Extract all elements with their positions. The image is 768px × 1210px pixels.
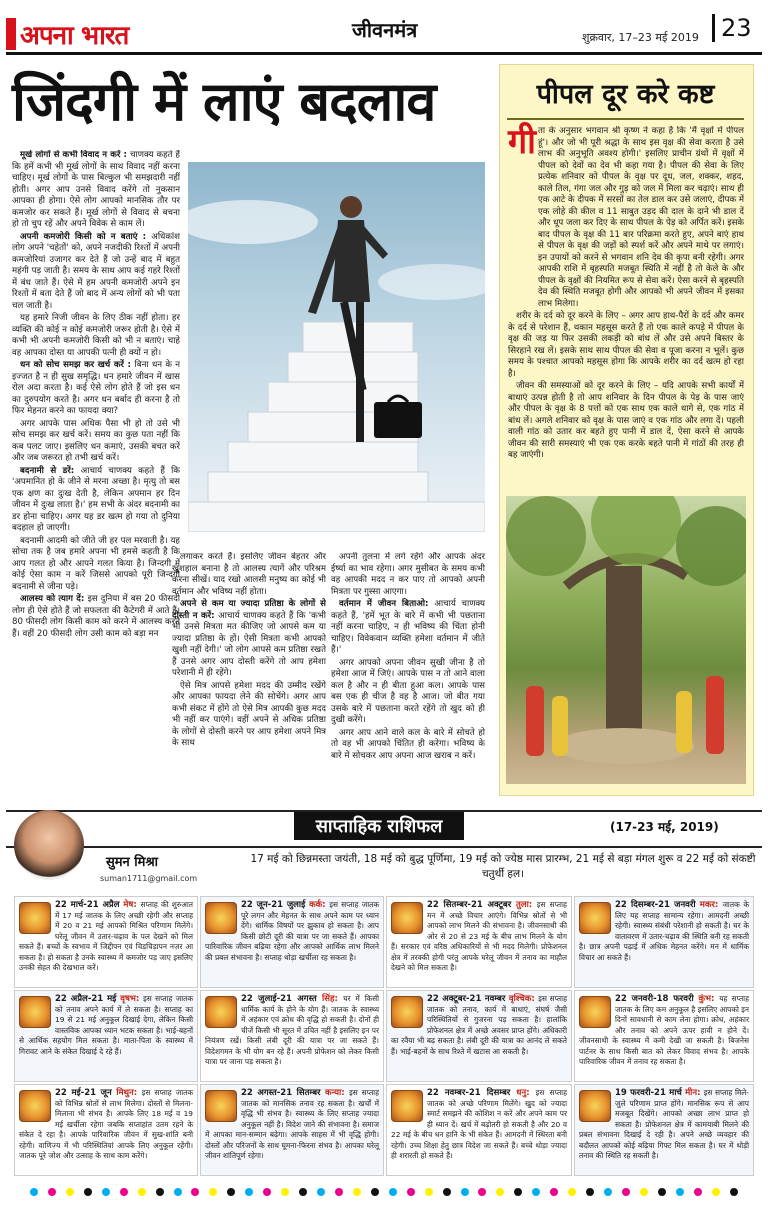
paragraph-lead: वर्तमान में जीवन बिताओ: (339, 599, 435, 609)
rashi-name: मेष: (123, 900, 141, 910)
registration-dot (586, 1188, 594, 1196)
paragraph-body: अगर आपको अपना जीवन सुखी जीना है तो हमेशा आज में जिएं। आपके पास न तो आने वाला कल है और न ही बीता हुआ कल। आपके पास बस एक ही चीज है वह है आज। जो बीत गया उसके बारे में पछताना करते रहेंगे तो खुद को ही दुखी करेंगे। (331, 657, 485, 725)
registration-dot (209, 1188, 217, 1196)
main-headline: जिंदगी में लाएं बदलाव (12, 69, 436, 133)
registration-dot (389, 1188, 397, 1196)
registration-dot (353, 1188, 361, 1196)
article-paragraph (331, 658, 485, 727)
registration-dot (299, 1188, 307, 1196)
rashi-card-body (19, 1088, 193, 1162)
article-paragraph (172, 552, 326, 598)
registration-dot (138, 1188, 146, 1196)
sidebar-title: पीपल दूर करे कष्ट (536, 78, 715, 110)
rashi-card-body (205, 900, 379, 963)
registration-dot (658, 1188, 666, 1196)
registration-dot (514, 1188, 522, 1196)
rashi-prediction: सप्ताह की शुरुआत में 17 मई जातक के लिए अच्छी रहेगी और सप्ताह में 20 व 21 मई आपको मिश्रित परिणाम मिलेंगे। घरेलू जीवन में उतार-चढ़ाव के पल देखने को मिल सकते हैं। बच्चों के स्वभाव में जिद्दीपन एवं चिड़चिड़ापन नज़र आ सकता है। हो सकता है उनके स्वास्थ्य में कमजोर पड़ जाए इसलिए उनकी सेहत की देखभाल करें। (19, 900, 193, 972)
paragraph-body: चाणक्य कहते हैं कि हमें कभी भी मूर्ख लोगों के साथ विवाद नहीं करना चाहिए। मूर्ख लोगों के पास बिल्कुल भी समझदारी नहीं होती। अगर आप उनसे विवाद करेंगे तो नुकसान आपका ही होगा। ऐसे लोग आपको मानसिक तौर पर कमजोर कर सकते हैं। मूर्ख लोगों से विवाद से बचना हो तो चुप रहें और अपने विवेक से काम लें। (12, 150, 180, 229)
rashi-date-range: 22 जुलाई-21 अगस्त (241, 994, 323, 1004)
zodiac-sign-icon (391, 902, 423, 934)
rashifal-title: साप्ताहिक राशिफल (294, 812, 464, 840)
rashi-prediction: जातक के लिए यह सप्ताह सामान्य रहेगा। आमदनी अच्छी रहेगी। स्वास्थ्य संबंधी परेशानी हो सकती है। घर के वातावरण में उतार-चढ़ाव की स्थिति बनी रह सकती है। छात्र अपनी पढ़ाई में अधिक मेहनत करेंगे। मन में धार्मिक विचार आ सकते हैं। (579, 900, 750, 962)
rashi-card (386, 1084, 572, 1176)
rashi-date-range: 22 सितम्बर-21 अक्टूबर (427, 900, 516, 910)
rashi-date-range: 22 जून-21 जुलाई (241, 900, 310, 910)
printer-color-bar (30, 1188, 738, 1198)
rashi-prediction: यह सप्ताह जातक के लिए कम अनुकूल है इसलिए आपको इन दिनों सावधानी से काम लेना होगा। क्रोध, अहंकार और तनाव को अपने ऊपर हावी न होने दें। जीवनसाथी के स्वास्थ्य में कमी देखी जा सकती है। बिजनेस पार्टनर के साथ किसी बात को लेकर विवाद संभव है। आपके पारिवारिक जीवन में तनाव रह सकता है। (579, 994, 749, 1066)
article-paragraph (172, 681, 326, 750)
rashi-date-range: 22 अगस्त-21 सितम्बर (241, 1088, 326, 1098)
rashi-card (14, 990, 198, 1082)
zodiac-sign-icon (19, 996, 51, 1028)
paragraph-lead: बदनामी से डरें: (20, 465, 81, 476)
registration-dot (191, 1188, 199, 1196)
rashi-card-body (391, 994, 567, 1057)
rashi-card-body (579, 900, 749, 963)
registration-dot (712, 1188, 720, 1196)
registration-dot (604, 1188, 612, 1196)
rashi-date-range: 22 जनवरी-18 फरवरी (615, 994, 699, 1004)
paragraph-body: बिना धन के न इज्जत है न ही सुख समृद्धि। धन हमारे जीवन में खास रोल अदा करता है। कई ऐसे लोग होते हैं जो इस धन का दुरुपयोग करते है। अगर धन बर्बाद ही करना है तो फिर मेहनत करने का फायदा क्या? (12, 360, 180, 416)
rashi-card (574, 896, 754, 988)
registration-dot (443, 1188, 451, 1196)
rashi-date-range: 22 नवम्बर-21 दिसम्बर (427, 1088, 517, 1098)
rashi-name: मिथुन: (116, 1088, 142, 1098)
rashi-name: सिंह: (322, 994, 344, 1004)
dateline: शुक्रवार, 17–23 मई 2019 (582, 31, 699, 44)
rashi-prediction: घर में किसी धार्मिक कार्य के होने के योग हैं। जातक के स्वास्थ्य में अहंकार एवं क्रोध की वृद्धि हो सकती है। दोनों ही चीजें किसी भी सूरत में उचित नहीं है इसलिए इन पर नियंत्रण रखें। किसी लंबी दूरी की यात्रा पर जा सकते हैं। विदेशगमन के भी योग बन रहे हैं। अपनी प्रोफेशन को लेकर किसी यात्रा पर जाना पड़ सकता है। (205, 994, 379, 1066)
rashi-card-body (391, 900, 567, 974)
rashi-card (14, 1084, 198, 1176)
astrologer-name: सुमन मिश्रा (106, 855, 159, 870)
paragraph-lead: अपनी कमजोरी किसी को न बताएं : (20, 231, 152, 242)
masthead-red-bar (6, 18, 16, 50)
rashi-card-body (19, 900, 193, 974)
rashi-date-range: 22 मई-21 जून (55, 1088, 117, 1098)
paragraph-body: आचार्य चाणक्य कहते हैं कि 'कभी भी उनसे मित्रता मत कीजिए जो आपसे कम या ज्यादा प्रतिष्ठा के हों। ऐसी मित्रता कभी आपको खुशी नहीं देगी।' जो लोग आपसे कम प्रतिष्ठा रखते हैं उनसे अगर आप दोस्ती करेंगे तो आप हमेशा परेशानी में ही रहेंगे। (172, 610, 326, 678)
astrologer-avatar (14, 810, 84, 880)
registration-dot (622, 1188, 630, 1196)
sidebar-paragraph: जीवन की समस्याओं को दूर करने के लिए – यदि आपके सभी कार्यों में बाधाएं उत्पन्न होती है तो आप शनिवार के दिन पीपल के पेड़ के पास जाएं और पीपल के वृक्ष के 8 पत्तों को एक साथ एक काले धागे से, एक गांठ में बांध लें। अगले शनिवार को वृक्ष के पास जाएं व एक गांठ और लगा दें। पहली वाली गांठ को उतार कर बहते हुए पानी में डाल दें, ऐसा करने से आपके जीवन की सारी समस्याएं भी एक एक करके बहते पानी में गांठों की तरह ही बह जाएंगी। (508, 381, 744, 460)
paragraph-body: अगर आपके पास अधिक पैसा भी हो तो उसे भी सोच समझ कर खर्च करें। समय का कुछ पता नहीं कि कब पलट जाए। इसलिए धन कमाएं, उसकी बचत करें और जब जरूरत हो तभी खर्च करें। (12, 418, 180, 463)
section-title: जीवनमंत्र (352, 18, 418, 42)
rashi-name: वृश्चिक: (508, 994, 539, 1004)
sidebar-dropcap: गी (508, 122, 536, 162)
top-rule (6, 52, 762, 55)
sidebar-rule (507, 118, 744, 120)
astrologer-email: suman1711@gmail.com (100, 874, 198, 883)
paragraph-body: बदनामी आदमी को जीते जी हर पल मरवाती है। यह सोचा तक है जब हमारे अपना भी हमसे कहती है कि आप गलत हो और आपने गलत किया है। जिन्दगी में कोई ऐसा काम न करें जिससे आपको पूरी जिन्दगी बदनामी से जीना पड़े। (12, 535, 180, 592)
paragraph-lead: धन को सोच समझ कर खर्च करें : (20, 360, 135, 370)
registration-dot (245, 1188, 253, 1196)
article-column-1 (12, 150, 180, 805)
registration-dot (568, 1188, 576, 1196)
registration-dot (335, 1188, 343, 1196)
rashi-card-body (579, 994, 749, 1068)
rashi-card (386, 896, 572, 988)
registration-dot (48, 1188, 56, 1196)
paragraph-body: अधिकांश लोग अपने 'चहेतों' को, अपने नजदीकी रिश्तों में अपनी कमजोरियां उजागर कर देते हैं जो उन्हें बाद में बहुत महंगी पड़ जाती है। समय के साथ आप कई गहरे रिश्तों में बंध जाते हैं। ऐसे में हम अपनी कमजोरी अपने इन रिश्तों में बता देते हैं जो बाद में अन्य लोगों को भी पता चल जाती है। (12, 231, 180, 311)
registration-dot (371, 1188, 379, 1196)
registration-dot (263, 1188, 271, 1196)
paragraph-body: आचार्य चाणक्य कहते हैं, 'हमें भूत के बारे में कभी भी पछताना नहीं करना चाहिए, न ही भविष्य की चिंता होनी चाहिए। विवेकवान व्यक्ति हमेशा वर्तमान में जीते हैं।' (331, 599, 485, 655)
rashi-name: कर्क: (309, 900, 330, 910)
article-paragraph (12, 360, 180, 418)
zodiac-sign-icon (19, 1090, 51, 1122)
zodiac-sign-icon (205, 1090, 237, 1122)
rashi-name: तुला: (515, 900, 537, 910)
registration-dot (478, 1188, 486, 1196)
rashi-card (200, 1084, 384, 1176)
rashi-card (574, 1084, 754, 1176)
registration-dot (461, 1188, 469, 1196)
rashi-prediction: इस सप्ताह मन में अच्छे विचार आएंगे। विभिन्न स्रोतों से भी आपको लाभ मिलने की संभावना है। जीवनसाथी की ओर से 20 से 23 मई के बीच लाभ मिलने के योग हैं। सरकार एवं वरिष्ठ अधिकारियों से भी मदद मिलेगी। प्रोफेशनल क्षेत्र में तरक्की होगी परंतु आपके घरेलू जीवन में तनाव का माहौल देखने को मिल सकता है। (391, 900, 567, 972)
registration-dot (156, 1188, 164, 1196)
rashi-card (14, 896, 198, 988)
rashi-prediction: इस सप्ताह जातक को अच्छे परिणाम मिलेंगे। खुद को ज्यादा स्मार्ट समझने की कोशिश न करें और अपने काम पर ही ध्यान दें। खर्च में बढ़ोतरी हो सकती है और 20 व 22 मई के बीच धन हानि के भी संकेत हैं। आमदनी में स्थिरता बनी रहेगी। उच्च शिक्षा हेतु छात्र विदेश जा सकते हैं। बच्चे थोड़ा ज्यादा ही शरारती हो सकते हैं। (391, 1088, 567, 1160)
rashi-card-body (205, 1088, 379, 1162)
rashifal-date: (17-23 मई, 2019) (610, 820, 719, 834)
rashi-card (386, 990, 572, 1082)
rashi-date-range: 19 फरवरी-21 मार्च (615, 1088, 686, 1098)
rashi-date-range: 22 दिसम्बर-21 जनवरी (615, 900, 700, 910)
rashifal-intro: 17 मई को छिन्नमस्ता जयंती, 18 मई को बुद्ध पूर्णिमा, 19 मई को ज्येष्ठ मास प्रारम्भ, 21 मई से बड़ा मंगल शुरू व 22 मई को संकष्टी चतुर्थी हल। (250, 853, 756, 880)
registration-dot (281, 1188, 289, 1196)
rashi-date-range: 22 मार्च-21 अप्रैल (55, 900, 124, 910)
registration-dot (66, 1188, 74, 1196)
rashi-name: मीन: (685, 1088, 704, 1098)
registration-dot (317, 1188, 325, 1196)
zodiac-sign-icon (579, 996, 611, 1028)
rashi-prediction: इस सप्ताह जातक को विभिन्न स्रोतों से लाभ मिलेगा। दोस्तों से मिलना-मिलाना भी संभव है। आपके लिए 18 मई व 19 मई खर्चीला रहेगा जबकि सप्ताहांत उतम रहने के संकेत दे रहा है। आपके पारिवारिक जीवन में सुख-शांति बनी रहेगी। वाणिज्य में भी परिस्थितियां आपके लिए अनुकूल रहेंगी। जातक पूरे जोश और उत्साह के साथ काम करेंगे। (19, 1088, 194, 1160)
registration-dot (496, 1188, 504, 1196)
rashi-name: वृषभ: (120, 994, 144, 1004)
rashi-prediction: इस सप्ताह मिले-जुले परिणाम प्राप्त होंगे। मानसिक रूप से आप मजबूत दिखेंगे। आपको अच्छा लाभ प्राप्त हो सकता है। प्रोफेशनल क्षेत्र में कामयाबी मिलने की प्रबल संभावना दिखाई दे रही है। अपने अच्छे व्यवहार की बदौलत आपको कोई बढ़िया गिफ्ट मिल सकता है। घर में थोड़ी तनाव की स्थिति रह सकती है। (579, 1088, 749, 1160)
paragraph-body: अपनी तुलना में लगे रहेंगे और आपके अंदर ईर्ष्या का भाव रहेगा। अगर मुसीबत के समय कभी वह आपकी मदद न कर पाए तो आपको अपनी मित्रता पर गुस्सा आएगा। (331, 552, 485, 597)
sidebar-paragraph: शरीर के दर्द को दूर करने के लिए – अगर आप हाथ-पैरों के दर्द और कमर के दर्द से परेशान हैं, थकान महसूस करते हैं तो एक काले कपड़े में पीपल के वृक्ष की जड़ या फिर उसकी लकड़ी को बांध लें और उसे अपने बिस्तर के सिरहाने रख लें। इसके साथ साथ पीपल की सेवा व पूजा करना न भूलें। कुछ समय के पश्चात आपको महसूस होगा कि आपके शरीर का दर्द खत्म हो रहा है। (508, 311, 744, 379)
registration-dot (174, 1188, 182, 1196)
paragraph-lead: आलस्य को त्याग दें: (20, 594, 88, 604)
rashi-prediction: इस सप्ताह जातक पूरे लगन और मेहनत के साथ अपने काम पर ध्यान देंगे। धार्मिक विषयों पर झुकाव हो सकता है। आप किसी छोटी दूरी की यात्रा पर जा सकते हैं। आपका पारिवारिक जीवन बढ़िया रहेगा और आपको आर्थिक लाभ मिलने की प्रबल संभावना है। सप्ताह थोड़ा खर्चीला रह सकता है। (205, 900, 379, 962)
rashi-card (574, 990, 754, 1082)
article-paragraph (12, 594, 180, 640)
paragraph-body: यह हमारे निजी जीवन के लिए ठीक नहीं होता। हर व्यक्ति की कोई न कोई कमजोरी जरूर होती है। ऐसे में कभी भी अपनी कमजोरी किसी को भी न बताएं। चाहे वह आपका दोस्त या आपकी पत्नी ही क्यों न हो। (12, 313, 180, 358)
registration-dot (425, 1188, 433, 1196)
registration-dot (227, 1188, 235, 1196)
article-paragraph (12, 466, 180, 535)
article-paragraph (331, 599, 485, 657)
registration-dot (407, 1188, 415, 1196)
rashi-prediction: इस सप्ताह जातक को तनाव अपने कार्य में ले सकता है। सप्ताह का 19 से 21 मई अनुकूल दिखाई देगा, लेकिन किसी वास्तविक आपका ध्यान भटक सकता है। भाई-बहनों से आर्थिक सहयोग मिल सकता है। माता-पिता के स्वास्थ्य में गिरावट आने के संकेत दिखाई दे रहे हैं। (19, 994, 193, 1056)
zodiac-sign-icon (391, 996, 423, 1028)
paragraph-body: आचार्य चाणक्य कहते हैं कि 'अपमानित हो के जीने से मरना अच्छा है। मृत्यु तो बस एक क्षण का दुःख देती है, लेकिन अपमान हर दिन जीवन में दुःख लाता है।' हम सभी के अंदर बदनामी का डर होना चाहिए। अगर यह डर खत्म हो गया तो दुनिया बदहाल हो जाएगी। (12, 465, 180, 533)
registration-dot (84, 1188, 92, 1196)
paragraph-body: ऐसे मित्र आपसे हमेशा मदद की उम्मीद रखेंगे और आपका फायदा लेने की सोचेंगे। अगर आप कभी संकट में होंगे तो ऐसे मित्र आपकी कुछ मदद भी नहीं कर पाएंगे। वहीं अपने से अधिक प्रतिष्ठा के लोगों से दोस्ती करने पर आप हमेशा अपने मित्र के साथ (172, 680, 326, 748)
rashi-card-body (391, 1088, 567, 1162)
rashi-prediction: इस सप्ताह जातक को तनाव, कार्य में बाधाएं, संघर्ष जैसी परिस्थितियों से गुजरना पड़ सकता है। हालांकि प्रोफेशनल क्षेत्र में अच्छे अवसर प्राप्त होंगे। अधिकारी का रवैया भी बढ़ सकता है। लंबी दूरी की यात्रा का आनंद ले सकते हैं। भाई-बहनों के साथ रिश्ते में खटास आ सकती है। (391, 994, 567, 1056)
article-column-3 (331, 552, 485, 802)
article-paragraph (172, 599, 326, 680)
article-paragraph (12, 150, 180, 231)
rashi-name: कुंभ: (698, 994, 720, 1004)
paper-name: अपना भारत (20, 21, 129, 51)
sidebar-body (508, 122, 744, 491)
businesswoman-stairs-image (188, 162, 485, 532)
registration-dot (102, 1188, 110, 1196)
article-column-2 (172, 552, 326, 802)
rashi-card (200, 990, 384, 1082)
registration-dot (30, 1188, 38, 1196)
article-paragraph (12, 536, 180, 594)
stairs-illustration (188, 162, 485, 532)
rashi-date-range: 22 अक्टूबर-21 नवम्बर (427, 994, 509, 1004)
registration-dot (730, 1188, 738, 1196)
paragraph-body: अगर आप आने वाले कल के बारे में सोचते हो तो वह भी आपको चिंतित ही करेगा। भविष्य के बारे में सोचकर आप अपना आज खराब न करें। (331, 727, 485, 761)
article-paragraph (12, 232, 180, 313)
zodiac-sign-icon (391, 1090, 423, 1122)
zodiac-sign-icon (205, 996, 237, 1028)
paragraph-lead: मूर्ख लोगों से कभी विवाद न करें : (20, 150, 131, 160)
masthead-logo (6, 14, 170, 54)
rashi-card (200, 896, 384, 988)
rashi-name: कन्या: (325, 1088, 350, 1098)
registration-dot (640, 1188, 648, 1196)
sidebar-paragraph: ता के अनुसार भगवान श्री कृष्ण ने कहा है कि 'मैं वृक्षों में पीपल हूं'। और जो भी पूरी श्रद्धा के साथ इस वृक्ष की सेवा करता है उसे लाभ की अनुभूति अवश्य होगी।' इसलिए प्राचीन ग्रंथों में वृक्षों में पीपल को देवों का देव भी कहा गया है। पीपल की सेवा के लिए प्रत्येक शनिवार को पीपल के वृक्ष पर दूध, जल, शक्कर, शहद, काले तिल, गंगा जल और गुड़ को जल में मिला कर चढ़ाएं। साथ ही एक आटे के दीपक में सरसों का तेल डाल कर उसे जलाएं, दीपक में एक लोहे की कील व 11 साबुत उड़द की दाल के दाने भी डाल दें और धूप जला कर दिए के साथ पीपल के पेड़ को अर्पित करें। इसके बाद पीपल के वृक्ष की 11 बार परिक्रमा करते हुए, अपने बाएं हाथ से पीपल के वृक्ष की जड़ों को स्पर्श करें और अपने माथे पर लगाएं। इन उपायों को करने से भगवान शनि देव की कृपा बनी रहेगी। अगर आपकी राशि में बृहस्पति मजबूत स्थिति में नहीं है तो केले के और पीपल के वृक्षों की नियमित रूप से सेवा करें। ऐसा करने से बृहस्पति देव की स्थिति मजबूत होगी और आपको भी अपने जीवन में इसका लाभ मिलेगा। (538, 126, 744, 309)
page-number: 23 (712, 14, 752, 42)
paragraph-body: लगाकर करते हैं। इसलिए जीवन बेहतर और खुशहाल बनाना है तो आलस्य त्यागें और परिश्रम करना सीखें। याद रखो आलसी मनुष्य का कोई भी वर्तमान और भविष्य नहीं होता। (172, 552, 326, 597)
rashi-card-body (579, 1088, 749, 1162)
zodiac-sign-icon (579, 1090, 611, 1122)
article-paragraph (12, 419, 180, 465)
registration-dot (532, 1188, 540, 1196)
article-paragraph (331, 728, 485, 763)
article-paragraph (12, 313, 180, 359)
registration-dot (676, 1188, 684, 1196)
rashi-card-body (205, 994, 379, 1068)
rashi-card-body (19, 994, 193, 1057)
registration-dot (120, 1188, 128, 1196)
paragraph-body: इस दुनिया में बस 20 फीसदी लोग ही ऐसे होते हैं जो सफलता की कैटेगरी में आते हैं। 80 फीसदी लोग किसी काम को करने में आलस्य करते हैं। वहीं 20 फीसदी लोग उसी काम को बड़ा मन (12, 594, 180, 639)
article-paragraph (331, 552, 485, 598)
zodiac-sign-icon (19, 902, 51, 934)
registration-dot (550, 1188, 558, 1196)
rashi-name: धनु: (516, 1088, 536, 1098)
zodiac-sign-icon (205, 902, 237, 934)
zodiac-sign-icon (579, 902, 611, 934)
registration-dot (694, 1188, 702, 1196)
paragraph-lead: अपने से कम या ज्यादा प्रतिष्ठा के लोगों से दोस्ती न करें: (172, 599, 326, 621)
tree-illustration (506, 496, 746, 784)
peepal-tree-image (506, 496, 746, 784)
rashi-name: मकर: (699, 900, 723, 910)
rashi-date-range: 22 अप्रैल-21 मई (55, 994, 121, 1004)
rashi-prediction: इस सप्ताह जातक को मानसिक तनाव रह सकता है। खर्चों में वृद्धि भी संभव है। स्वास्थ्य के लिए सप्ताह ज्यादा अनुकूल नहीं है। विदेश जाने की संभावना है। समाज में आपका मान-सम्मान बढ़ेगा। आपके साहस में भी वृद्धि होगी। दोस्तों और परिजनों के साथ घूमना-फिरना संभव है। आपका घरेलू जीवन शांतिपूर्ण रहेगा। (205, 1088, 379, 1160)
